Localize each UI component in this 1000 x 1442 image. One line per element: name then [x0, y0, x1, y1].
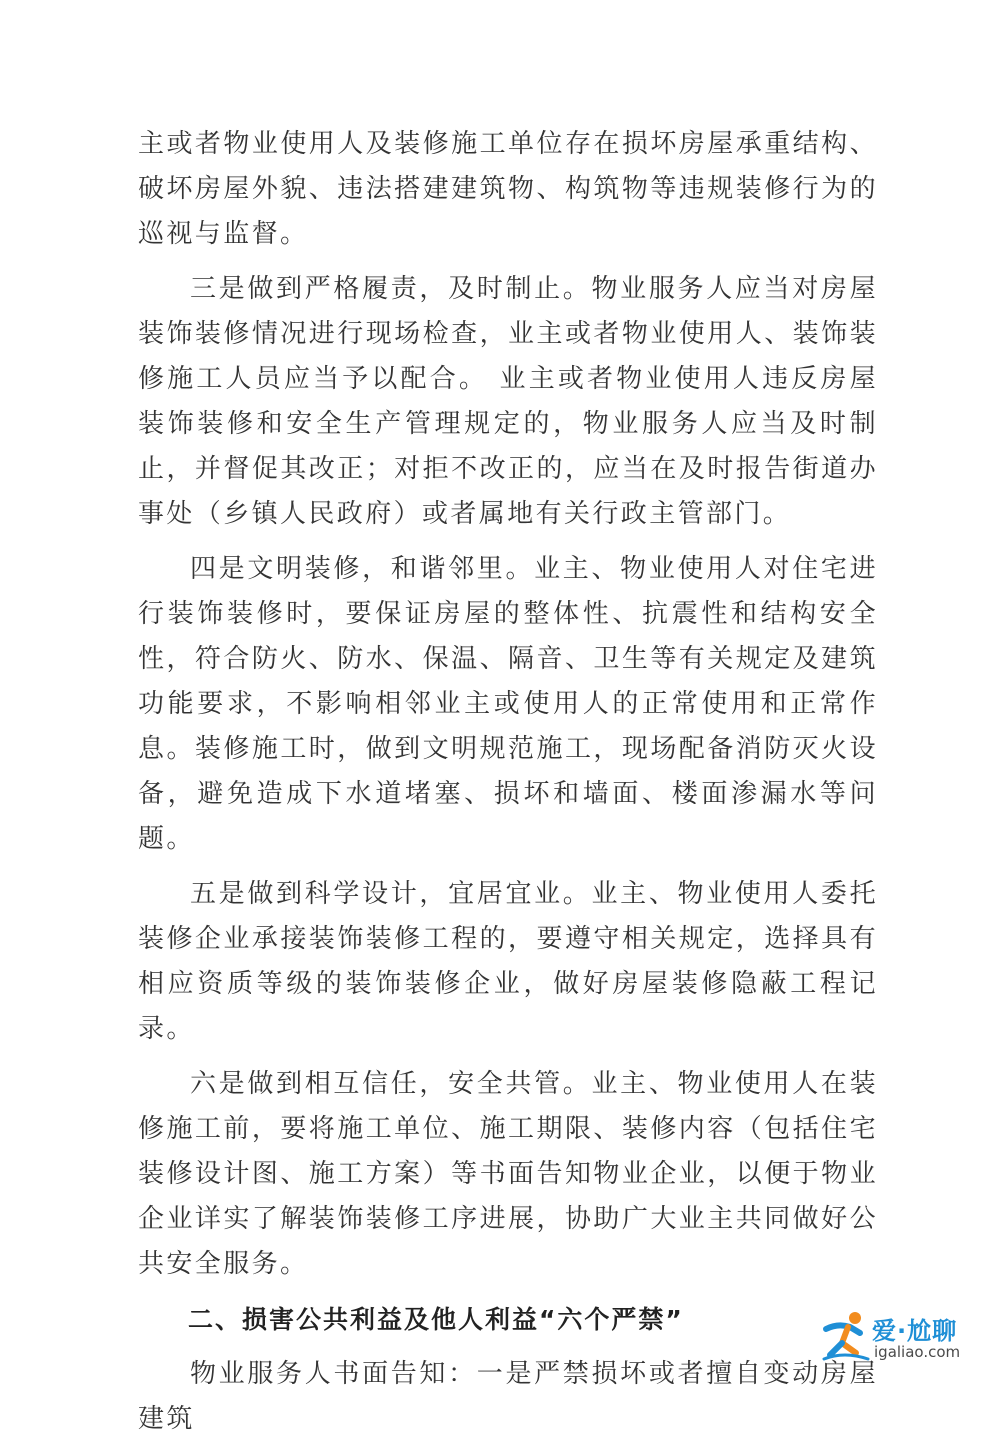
- document-body: [138, 122, 878, 1442]
- paragraph-six: 六是做到相互信任，安全共管。业主、物业使用人在装修施工前，要将施工单位、施工期限、装修内容（包括住宅装修设计图、施工方案）等书面告知物业企业，以便于物业企业详实了解装饰装修工序进展，协助广大业主共同做好公共安全服务。: [138, 1069, 878, 1279]
- runner-logo-icon: [820, 1309, 872, 1363]
- paragraph-last: 物业服务人书面告知：一是严禁损坏或者擅自变动房屋建筑: [138, 1359, 878, 1434]
- watermark-title: 爱·尬聊: [872, 1317, 958, 1345]
- site-watermark: [820, 1305, 980, 1369]
- paragraph-continued: 主或者物业使用人及装修施工单位存在损坏房屋承重结构、破坏房屋外貌、违法搭建建筑物、构筑物等违规装修行为的巡视与监督。: [138, 129, 878, 249]
- paragraph-three: 三是做到严格履责，及时制止。物业服务人应当对房屋装饰装修情况进行现场检查，业主或者物业使用人、装饰装修施工人员应当予以配合。 业主或者物业使用人违反房屋装饰装修和安全生产管理规定的，物业服务人应当及时制止，并督促其改正；对拒不改正的，应当在及时报告街道办事处（乡镇人民政府）或者属地有关行政主管部门。: [138, 274, 878, 529]
- paragraph-four: 四是文明装修，和谐邻里。业主、物业使用人对住宅进行装饰装修时，要保证房屋的整体性、抗震性和结构安全性，符合防火、防水、保温、隔音、卫生等有关规定及建筑功能要求，不影响相邻业主或使用人的正常使用和正常作息。装修施工时，做到文明规范施工，现场配备消防灭火设备，避免造成下水道堵塞、损坏和墙面、楼面渗漏水等问题。: [138, 554, 878, 854]
- paragraph-five: 五是做到科学设计，宜居宜业。业主、物业使用人委托装修企业承接装饰装修工程的，要遵守相关规定，选择具有相应资质等级的装饰装修企业，做好房屋装修隐蔽工程记录。: [138, 879, 878, 1044]
- section-heading: 二、损害公共利益及他人利益“六个严禁”: [188, 1305, 684, 1334]
- watermark-url: igaliao.com: [874, 1343, 961, 1361]
